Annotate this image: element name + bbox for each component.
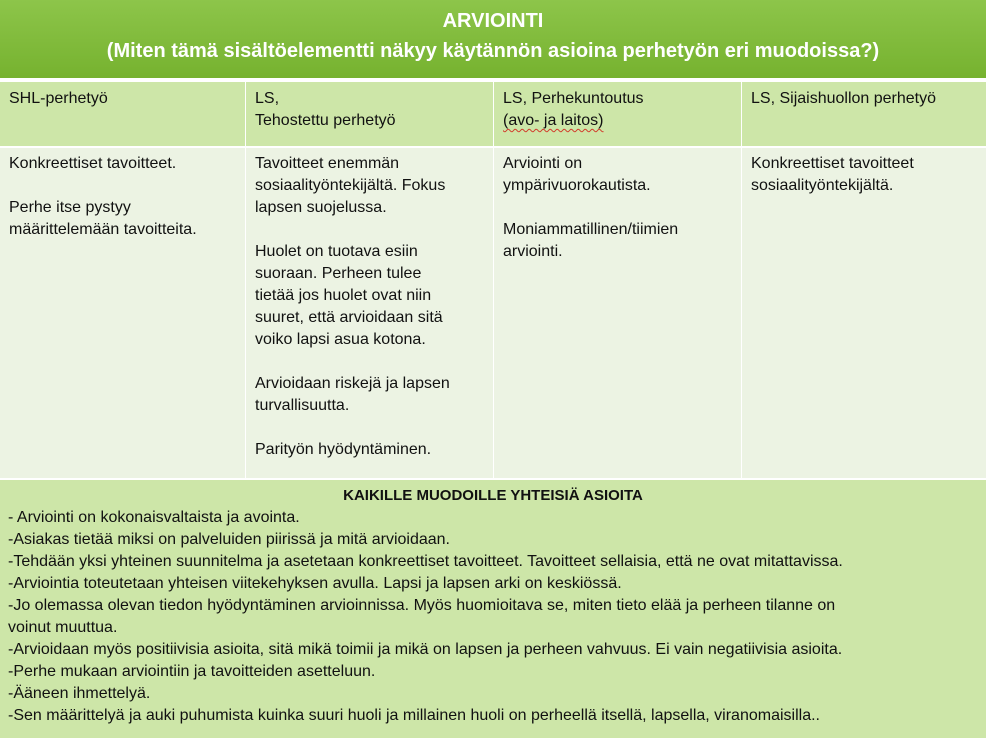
spellcheck-underlined-text: (avo- ja laitos): [503, 112, 604, 129]
column-body-sijaishuolto: [742, 148, 986, 478]
text-line: Konkreettiset tavoitteet.: [9, 155, 177, 172]
text-line: Huolet on tuotava esiin: [255, 243, 418, 260]
text-line: Perhe itse pystyy: [9, 199, 131, 216]
column-header-perhekuntoutus: [494, 82, 742, 148]
paragraph: [9, 197, 236, 241]
text-line: turvallisuutta.: [255, 397, 350, 414]
common-item: -Ääneen ihmettelyä.: [8, 685, 151, 702]
text-line: lapsen suojelussa.: [255, 199, 387, 216]
text-line: määrittelemään tavoitteita.: [9, 221, 197, 238]
common-item: -Arviointia toteutetaan yhteisen viitekehyksen avulla. Lapsi ja lapsen arki on keskiössä.: [8, 575, 622, 592]
common-item: -Asiakas tietää miksi on palveluiden piirissä ja mitä arvioidaan.: [8, 531, 450, 548]
text-line: sosiaalityöntekijältä. Fokus: [255, 177, 446, 194]
text-line: suoraan. Perheen tulee: [255, 265, 422, 282]
common-item: -Sen määrittelyä ja auki puhumista kuinka suuri huoli ja millainen huoli on perheellä itsellä, lapsella, viranomaisilla..: [8, 707, 820, 724]
slide-subtitle: (Miten tämä sisältöelementti näkyy käytännön asioina perhetyön eri muodoissa?): [106, 40, 880, 62]
column-header-line: SHL-perhetyö: [9, 90, 108, 107]
slide-title: ARVIOINTI: [442, 10, 544, 32]
column-header-line: LS, Sijaishuollon perhetyö: [751, 90, 937, 107]
paragraph: [255, 439, 484, 461]
common-item: - Arviointi on kokonaisvaltaista ja avointa.: [8, 509, 300, 526]
paragraph: [9, 153, 236, 175]
paragraph: [503, 153, 732, 197]
column-body-perhekuntoutus: [494, 148, 742, 478]
table-header-row: [0, 82, 986, 148]
common-items-title: KAIKILLE MUODOILLE YHTEISIÄ ASIOITA: [343, 487, 643, 504]
common-item: -Arvioidaan myös positiivisia asioita, sitä mikä toimii ja mikä on lapsen ja perheen vahvuus. Ei vain negatiivisia asioita.: [8, 641, 843, 658]
text-line: suuret, että arvioidaan sitä: [255, 309, 443, 326]
column-header-tehostettu: [246, 82, 494, 148]
text-line: Konkreettiset tavoitteet: [751, 155, 914, 172]
common-item: voinut muuttua.: [8, 619, 118, 636]
column-header-sijaishuolto: [742, 82, 986, 148]
column-body-shl: [0, 148, 246, 478]
column-header-line: Tehostettu perhetyö: [255, 112, 396, 129]
column-body-tehostettu: [246, 148, 494, 478]
table-body-row: [0, 148, 986, 478]
paragraph: [255, 373, 484, 417]
text-line: Tavoitteet enemmän: [255, 155, 400, 172]
column-header-line: [503, 110, 732, 132]
text-line: Parityön hyödyntäminen.: [255, 441, 432, 458]
common-item: -Tehdään yksi yhteinen suunnitelma ja asetetaan konkreettiset tavoitteet. Tavoitteet sellaisia, että ne ovat mitattavissa.: [8, 553, 843, 570]
common-item: -Jo olemassa olevan tiedon hyödyntäminen arvioinnissa. Myös huomioitava se, miten tieto elää ja perheen tilanne on: [8, 597, 836, 614]
text-line: Moniammatillinen/tiimien: [503, 221, 679, 238]
title-banner: [0, 0, 986, 80]
column-header-line: LS,: [255, 90, 280, 107]
paragraph: [255, 241, 484, 351]
column-header-line: LS, Perhekuntoutus: [503, 90, 644, 107]
text-line: sosiaalityöntekijältä.: [751, 177, 894, 194]
text-line: tietää jos huolet ovat niin: [255, 287, 432, 304]
text-line: Arvioidaan riskejä ja lapsen: [255, 375, 450, 392]
common-item: -Perhe mukaan arviointiin ja tavoitteiden asetteluun.: [8, 663, 376, 680]
common-items-box: [0, 480, 986, 738]
paragraph: [255, 153, 484, 219]
text-line: voiko lapsi asua kotona.: [255, 331, 426, 348]
text-line: ympärivuorokautista.: [503, 177, 651, 194]
column-header-shl: [0, 82, 246, 148]
paragraph: [751, 153, 977, 197]
paragraph: [503, 219, 732, 263]
comparison-table: [0, 82, 986, 478]
text-line: arviointi.: [503, 243, 563, 260]
text-line: Arviointi on: [503, 155, 583, 172]
